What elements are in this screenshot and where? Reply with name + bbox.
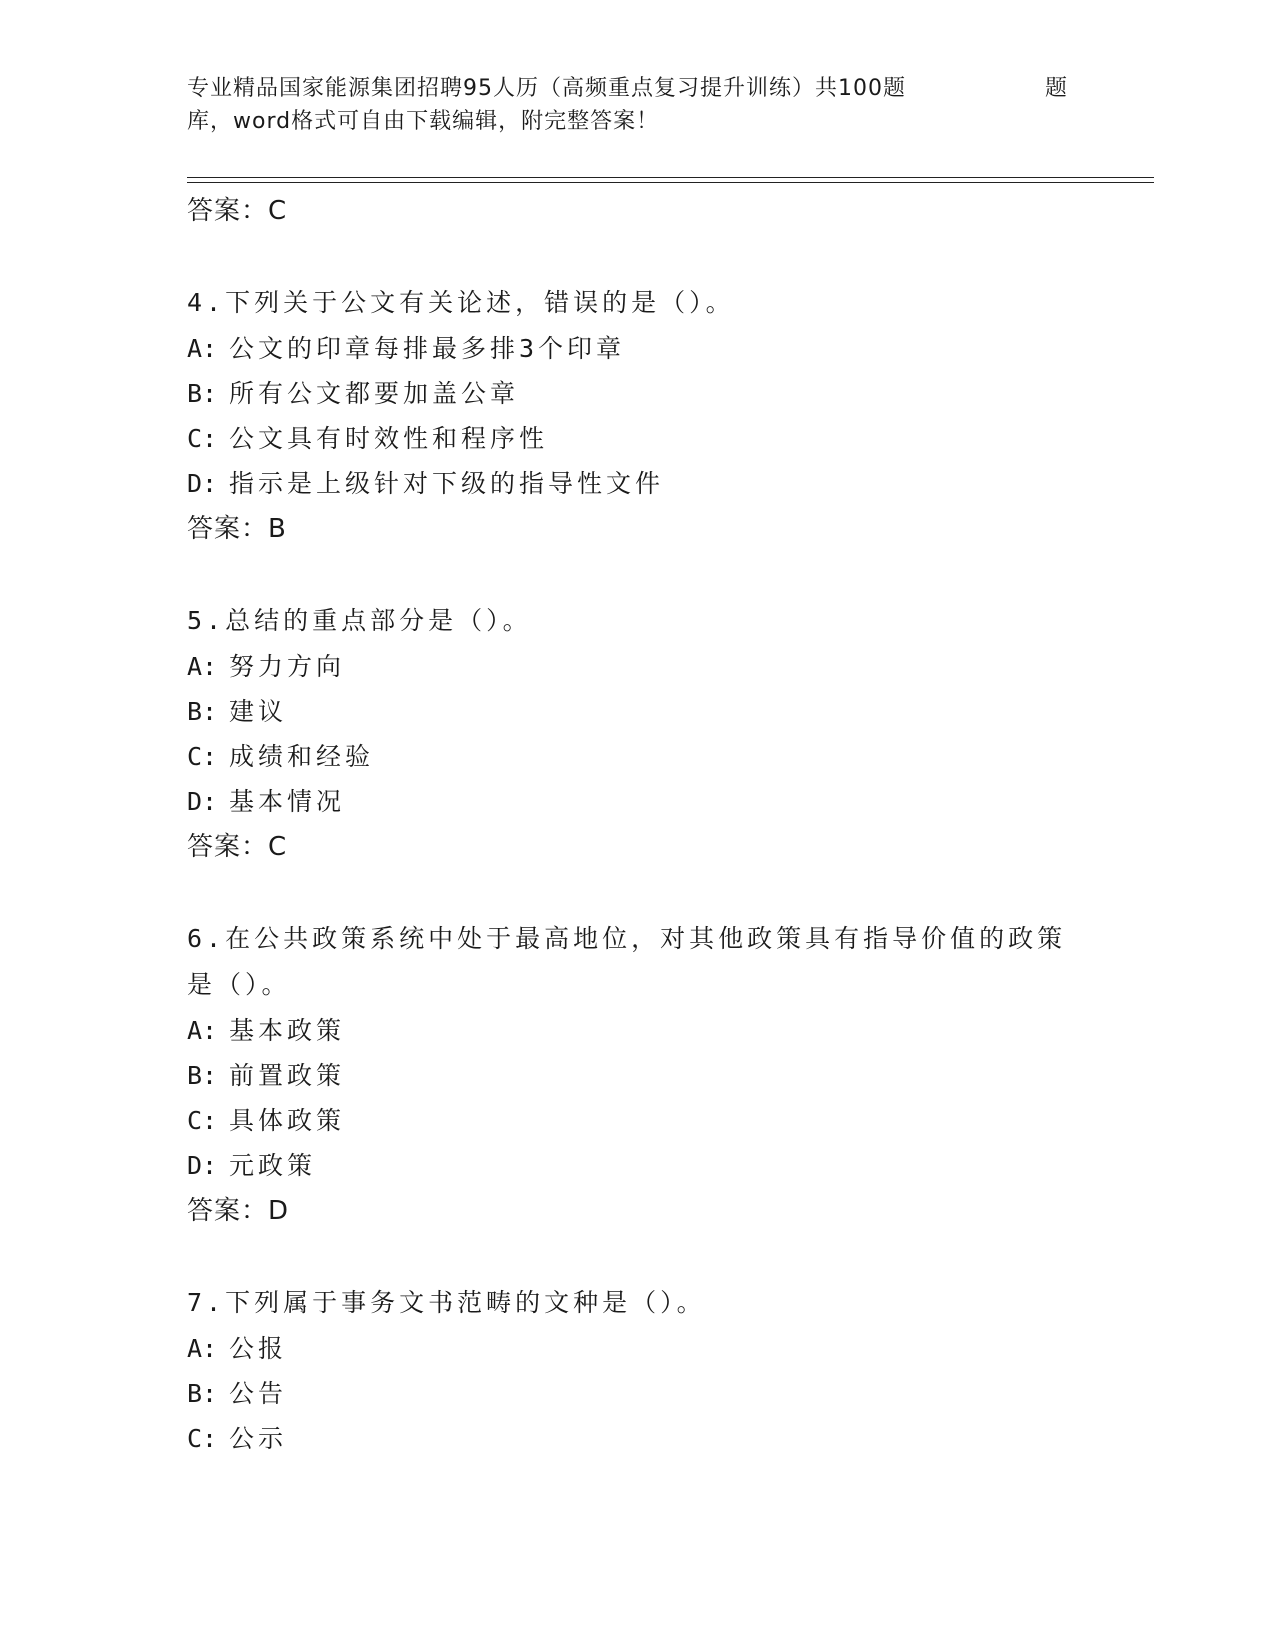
option-key: C: [187,424,218,453]
option-line [187,1326,1087,1371]
option-key: B: [187,697,218,726]
option-text: 具体政策 [229,1106,346,1135]
header-line-2: 库，word格式可自由下载编辑，附完整答案！ [187,109,660,134]
answer-line: 答案：C [187,196,288,226]
header-line-1: 专业精品国家能源集团招聘95人历（高频重点复习提升训练）共100题 [187,76,906,101]
option-line [187,1371,1087,1416]
option-key: A: [187,652,218,681]
option-key: A: [187,1016,218,1045]
option-text: 成绩和经验 [229,742,375,771]
option-line [187,371,1087,416]
header-line-1-tail: 题 [1045,76,1069,101]
option-key: C: [187,742,218,771]
option-text: 元政策 [229,1151,317,1180]
option-text: 前置政策 [229,1061,346,1090]
option-line [187,416,1087,461]
option-key: D: [187,787,218,816]
option-line [187,689,1087,734]
option-text: 努力方向 [229,652,346,681]
option-line [187,1416,1087,1461]
option-text: 指示是上级针对下级的指导性文件 [229,469,665,498]
option-line [187,461,1087,506]
option-key: D: [187,1151,218,1180]
option-line [187,644,1087,689]
option-text: 公文的印章每排最多排3个印章 [229,334,626,363]
document-body [187,188,1087,1461]
option-key: B: [187,1061,218,1090]
answer-line: 答案：B [187,514,287,544]
answer-line: 答案：D [187,1196,290,1226]
option-line [187,734,1087,779]
option-text: 建议 [229,697,288,726]
option-line [187,1008,1087,1053]
option-key: A: [187,334,218,363]
question-stem: 6.在公共政策系统中处于最高地位，对其他政策具有指导价值的政策是（）。 [187,924,1067,999]
option-text: 公示 [229,1424,288,1453]
option-key: A: [187,1334,218,1363]
option-text: 公报 [229,1334,288,1363]
header-divider-top [187,177,1154,178]
option-text: 公文具有时效性和程序性 [229,424,549,453]
header-divider-bottom [187,182,1154,183]
option-line [187,1143,1087,1188]
option-text: 基本政策 [229,1016,346,1045]
option-key: C: [187,1106,218,1135]
option-line [187,1098,1087,1143]
option-key: B: [187,1379,218,1408]
option-key: B: [187,379,218,408]
option-line [187,779,1087,824]
option-line [187,326,1087,371]
option-key: C: [187,1424,218,1453]
answer-line: 答案：C [187,832,288,862]
option-text: 基本情况 [229,787,346,816]
option-key: D: [187,469,218,498]
question-stem: 4.下列关于公文有关论述，错误的是（）。 [187,288,735,317]
option-text: 所有公文都要加盖公章 [229,379,520,408]
option-line [187,1053,1087,1098]
option-text: 公告 [229,1379,288,1408]
question-stem: 7.下列属于事务文书范畴的文种是（）。 [187,1288,706,1317]
document-header [187,72,1117,138]
question-stem: 5.总结的重点部分是（）。 [187,606,532,635]
